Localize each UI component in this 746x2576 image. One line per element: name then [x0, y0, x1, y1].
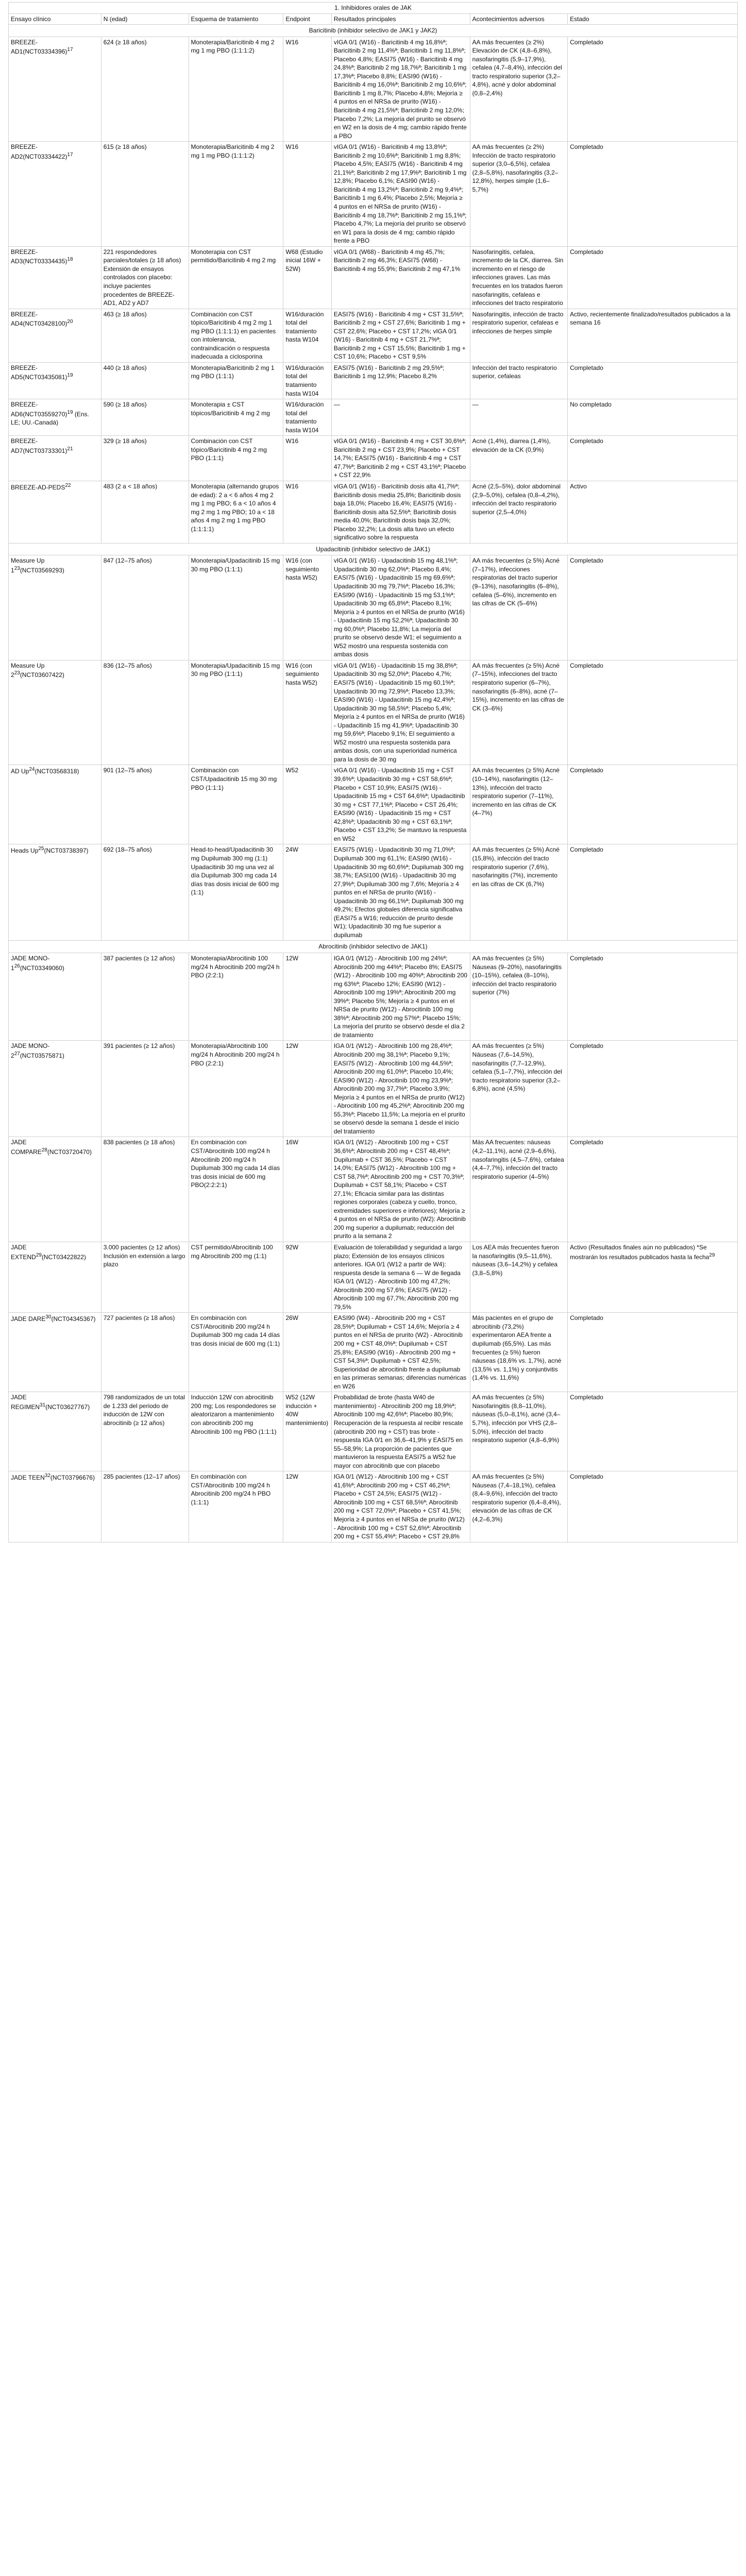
table-row: [9, 362, 738, 399]
clinical-trials-table: [8, 2, 738, 1543]
cell-endpoint: W16: [283, 481, 331, 543]
section-row: [9, 941, 738, 953]
cell-endpoint: W16/duración total del tratamiento hasta W104: [283, 362, 331, 399]
cell-trial: BREEZE-$AD7(NCT03733301)^{21}$: [9, 436, 101, 481]
cell-n: 847 (12–75 años): [101, 555, 189, 660]
cell-trial: BREEZE-$AD1(NCT03334396)^{17}$: [9, 37, 101, 142]
cell-results: vIGA 0/1 (W16) - Baricitinib 4 mg 16,8%ª; Baricitinib 2 mg 11,4%ª; Baricitinib 1 mg 11,8%ª; Placebo 4,8%; EASI75 (W16) - Baricitinib 4 mg 24,8%ª; Baricitinib 2 mg 18,7%ª; Baricitinib 1 mg 17,3%ª; Placebo 8,8%; EASI90 (W16) - Baricitinib 4 mg 16,0%ª; Baricitinib 2 mg 10,6%ª; Baricitinib 1 mg 8,7%; Placebo 4,8%; Mejoría ≥ 4 puntos en el NRSa de prurito (W16) - Baricitinib 4 mg 21,5%ª; Baricitinib 2 mg 12,0%; Placebo 7,2%; La mejoría del prurito se observó en W2 en la dosis de 4 mg; cambio rápido frente a PBO: [331, 37, 470, 142]
section-title: Abrocitinib (inhibidor selectivo de JAK1): [9, 941, 738, 953]
cell-n: 798 randomizados de un total de 1.233 del periodo de inducción de 12W con abrocitinib (≥ 12 años): [101, 1392, 189, 1471]
cell-results: IGA 0/1 (W12) - Abrocitinib 100 mg 28,4%ª; Abrocitinib 200 mg 38,1%ª; Placebo 9,1%; EASI75 (W12) - Abrocitinib 100 mg 44,5%ª; Abrocitinib 200 mg 61,0%ª; Placebo 10,4%; EASI90 (W12) - Abrocitinib 100 mg 23,9%ª; Abrocitinib 200 mg 37,7%ª; Placebo 3,9%; Mejoría ≥ 4 puntos en el NRSa de prurito (W12) - Abrocitinib 100 mg 45,2%ª; Abrocitinib 200 mg 55,3%ª; Placebo 11,5%; La mejoría en el prurito se observó desde la semana 1 desde el inicio del tratamiento: [331, 1041, 470, 1137]
section-row: [9, 25, 738, 37]
cell-results: IGA 0/1 (W12) - Abrocitinib 100 mg 24%ª; Abrocitinib 200 mg 44%ª; Placebo 8%; EASI75 (W12) - Abrocitinib 100 mg 40%ª; Abrocitinib 200 mg 63%ª; Placebo 12%; EASI90 (W12) - Abrocitinib 100 mg 19%ª; Abrocitinib 200 mg 39%ª; Placebo 5%; Mejoría ≥ 4 puntos en el NRSa de prurito (W12) - Abrocitinib 100 mg 38%ª; Abrocitinib 200 mg 57%ª; Placebo 15%; La mejoría del prurito se observó desde el día 2 de tratamiento: [331, 953, 470, 1040]
cell-adverse: AA más frecuentes (≥ 5%) Acné (10–14%), nasofaringitis (12–13%), infección del tracto respiratorio superior (7–11%), incremento en las cifras de CK (4–7%): [470, 765, 568, 844]
cell-adverse: Los AEA más frecuentes fueron la nasofaringitis (9,5–11,6%), náuseas (3,6–14,2%) y cefalea (3,8–5,8%): [470, 1242, 568, 1313]
cell-n: 901 (12–75 años): [101, 765, 189, 844]
cell-results: Probabilidad de brote (hasta W40 de mantenimiento) - Abrocitinib 200 mg 18,9%ª; Abrocitinib 100 mg 42,6%ª; Placebo 80,9%; Recuperación de la respuesta al recibir rescate (abrocitinib 200 mg + CST) tras brote - respuesta IGA 0/1 en 36,6–41,9% y EASI75 en 55–58,9%; La proporción de pacientes que mantuvieron la respuesta EASI75 a W52 fue mayor con abrocitinib que con placebo: [331, 1392, 470, 1471]
cell-status: Activo, recientemente finalizado/resultados publicados a la semana 16: [568, 309, 738, 362]
table-row: [9, 37, 738, 142]
cell-scheme: En combinación con CST/Abrocitinib 100 mg/24 h Abrocitinib 200 mg/24 h Dupilumab 300 mg cada 14 días tras dosis inicial de 600 mg PBO(2:2:2:1): [189, 1137, 283, 1242]
cell-n: 387 pacientes (≥ 12 años): [101, 953, 189, 1040]
cell-trial: BREEZE-AD-PEDS$^{22}$: [9, 481, 101, 543]
cell-trial: BREEZE-$AD3(NCT03334435)^{18}$: [9, 246, 101, 309]
cell-adverse: Acné (1,4%), diarrea (1,4%), elevación de la CK (0,9%): [470, 436, 568, 481]
cell-adverse: —: [470, 399, 568, 436]
table-row: [9, 1137, 738, 1242]
table-row: [9, 481, 738, 543]
cell-trial: AD Up$^{24}$(NCT03568318): [9, 765, 101, 844]
cell-scheme: Monoterapia con CST permitido/Baricitinib 4 mg 2 mg: [189, 246, 283, 309]
cell-adverse: Nasofaringitis, infección de tracto respiratorio superior, cefaleas e infecciones de herpes simple: [470, 309, 568, 362]
table-row: [9, 1392, 738, 1471]
cell-scheme: Combinación con CST/Upadacitinib 15 mg 30 mg PBO (1:1:1): [189, 765, 283, 844]
cell-status: Completado: [568, 37, 738, 142]
cell-adverse: AA más frecuentes (≥ 5%) Náuseas (9–20%), nasofaringitis (10–15%), cefalea (8–10%), infección del tracto respiratorio superior (7%): [470, 953, 568, 1040]
header-trial: Ensayo clínico: [9, 13, 101, 25]
cell-adverse: AA más frecuentes (≥ 5%) Acné (15,8%), infección del tracto respiratorio superior (7,6%), nasofaringitis (7%), incremento en las cifras de CK (6,7%): [470, 844, 568, 941]
cell-results: vIGA 0/1 (W16) - Baricitinib dosis alta 41,7%ª; Baricitinib dosis media 25,8%; Baricitinib dosis baja 18,0%; Placebo 16,4%; EASI75 (W16) - Baricitinib dosis alta 52,5%ª; Baricitinib dosis media 40,0%; Baricitinib dosis baja 32,0%; Placebo 32,2%; La dosis alta tuvo un efecto significativo sobre la respuesta: [331, 481, 470, 543]
cell-adverse: AA más frecuentes (≥ 5%) Acné (7–15%), infecciones del tracto respiratorio superior (6–7%), nasofaringitis (6–8%), acné (7–15%), incremento en las cifras de CK (3–6%): [470, 660, 568, 765]
cell-trial: JADE COMPARE$^{28}$(NCT03720470): [9, 1137, 101, 1242]
cell-endpoint: W16/duración total del tratamiento hasta W104: [283, 309, 331, 362]
cell-trial: JADE EXTEND$^{29}$(NCT03422822): [9, 1242, 101, 1313]
cell-endpoint: W52: [283, 765, 331, 844]
cell-endpoint: W68 (Estudio inicial 16W + 52W): [283, 246, 331, 309]
cell-n: 463 (≥ 18 años): [101, 309, 189, 362]
cell-trial: BREEZE-$AD4(NCT03428100)^{20}$: [9, 309, 101, 362]
cell-n: 221 respondedores parciales/totales (≥ 18 años) Extensión de ensayos controlados con placebo: incluye pacientes procedentes de BREEZE-AD1, AD2 y AD7: [101, 246, 189, 309]
cell-endpoint: W52 (12W inducción + 40W mantenimiento): [283, 1392, 331, 1471]
cell-endpoint: 12W: [283, 1471, 331, 1542]
cell-results: vIGA 0/1 (W16) - Baricitinib 4 mg 13,8%ª; Baricitinib 2 mg 10,6%ª; Baricitinib 1 mg 8,8%; Placebo 4,5%; EASI75 (W16) - Baricitinib 4 mg 21,1%ª; Baricitinib 2 mg 17,9%ª; Baricitinib 1 mg 12,8%; Placebo 6,1%; EASI90 (W16) - Baricitinib 4 mg 13,2%ª; Baricitinib 2 mg 9,4%ª; Baricitinib 1 mg 6,4%; Placebo 2,5%; Mejoría ≥ 4 puntos en el NRSa de prurito (W16) - Baricitinib 4 mg 18,7%ª; Baricitinib 2 mg 15,1%ª; Placebo 4,7%; La mejoría del prurito se observó en W1 para la dosis de 4 mg; cambio rápido frente a PBO: [331, 142, 470, 247]
header-row: [9, 13, 738, 25]
cell-trial: Measure Up $1^{23}(NCT03569293)$: [9, 555, 101, 660]
cell-scheme: Monoterapia/Baricitinib 4 mg 2 mg 1 mg PBO (1:1:1:2): [189, 37, 283, 142]
cell-status: Completado: [568, 660, 738, 765]
table-row: [9, 309, 738, 362]
table-row: [9, 1471, 738, 1542]
table-row: [9, 399, 738, 436]
cell-results: vIGA 0/1 (W16) - Upadacitinib 15 mg 38,8%ª; Upadacitinib 30 mg 52,0%ª; Placebo 4,7%; EASI75 (W16) - Upadacitinib 15 mg 60,1%ª; Upadacitinib 30 mg 72,9%ª; Placebo 13,3%; EASI90 (W16) - Upadacitinib 15 mg 42,4%ª; Upadacitinib 30 mg 58,5%ª; Placebo 5,4%; Mejoría ≥ 4 puntos en el NRSa de prurito (W16) - Upadacitinib 15 mg 41,9%ª; Upadacitinib 30 mg 59,6%ª; Placebo 9,1%; El seguimiento a W52 mostró una respuesta sostenida para ambas dosis, con una superioridad numérica para la dosis de 30 mg: [331, 660, 470, 765]
cell-results: IGA 0/1 (W12) - Abrocitinib 100 mg + CST 36,6%ª; Abrocitinib 200 mg + CST 48,4%ª; Dupilumab + CST 36,5%; Placebo + CST 14,0%; EASI75 (W12) - Abrocitinib 100 mg + CST 58,7%ª; Abrocitinib 200 mg + CST 70,3%ª; Dupilumab + CST 58,1%; Placebo + CST 27,1%; Eficacia similar para las distintas regiones corporales (cabeza y cuello, tronco, extremidades superiores e inferiores); Mejoría ≥ 4 puntos en el NRSa de prurito (W2): Abrocitinib 200 mg superior a dupilumab; reducción del prurito a la semana 2: [331, 1137, 470, 1242]
header-adverse: Acontecimientos adversos: [470, 13, 568, 25]
cell-n: 590 (≥ 18 años): [101, 399, 189, 436]
cell-scheme: Monoterapia/Upadacitinib 15 mg 30 mg PBO (1:1:1): [189, 660, 283, 765]
header-status: Estado: [568, 13, 738, 25]
cell-scheme: Monoterapia/Abrocitinib 100 mg/24 h Abrocitinib 200 mg/24 h PBO (2:2:1): [189, 1041, 283, 1137]
cell-scheme: Inducción 12W con abrocitinib 200 mg; Los respondedores se aleatorizaron a mantenimiento con abrocitinib 200 mg Abrocitinib 100 mg PBO (1:1:1): [189, 1392, 283, 1471]
cell-status: Completado: [568, 844, 738, 941]
cell-results: EASI90 (W4) - Abrocitinib 200 mg + CST 28,5%ª; Dupilumab + CST 14,6%; Mejoría ≥ 4 puntos en el NRSa de prurito (W2) - Abrocitinib 200 mg + CST 48,0%ª; Dupilumab + CST 25,8%; EASI90 (W16) - Abrocitinib 200 mg + CST 54,3%ª; Dupilumab + CST 42,5%; Superioridad de abrocitinib frente a dupilumab en las primeras semanas; diferencias numéricas en W26: [331, 1313, 470, 1392]
header-scheme: Esquema de tratamiento: [189, 13, 283, 25]
cell-status: Completado: [568, 362, 738, 399]
cell-endpoint: W16 (con seguimiento hasta W52): [283, 555, 331, 660]
cell-results: EASI75 (W16) - Baricitinib 4 mg + CST 31,5%ª; Baricitinib 2 mg + CST 27,6%; Baricitinib 1 mg + CST 22,6%; Placebo + CST 17,2%; vIGA 0/1 (W16) - Baricitinib 4 mg + CST 21,7%ª; Baricitinib 2 mg + CST 15,5%; Baricitinib 1 mg + CST 10,6%; Placebo + CST 9,5%: [331, 309, 470, 362]
cell-adverse: AA más frecuentes (≥ 5%) Náuseas (7,6–14,5%), nasofaringitis (7,7–12,9%), cefalea (5,1–7,7%), infección del tracto respiratorio superior (3,2–6,8%), acné (4,5%): [470, 1041, 568, 1137]
cell-status: Activo: [568, 481, 738, 543]
cell-results: —: [331, 399, 470, 436]
cell-endpoint: W16/duración total del tratamiento hasta W104: [283, 399, 331, 436]
cell-n: 440 (≥ 18 años): [101, 362, 189, 399]
cell-status: Completado: [568, 953, 738, 1040]
cell-status: Completado: [568, 1137, 738, 1242]
table-row: [9, 142, 738, 247]
cell-n: 624 (≥ 18 años): [101, 37, 189, 142]
cell-scheme: Monoterapia/Baricitinib 2 mg 1 mg PBO (1:1:1): [189, 362, 283, 399]
cell-n: 838 pacientes (≥ 18 años): [101, 1137, 189, 1242]
cell-adverse: Infección del tracto respiratorio superior, cefaleas: [470, 362, 568, 399]
section-title: Upadacitinib (inhibidor selectivo de JAK1): [9, 543, 738, 555]
cell-scheme: Monoterapia (alternando grupos de edad): 2 a < 6 años 4 mg 2 mg 1 mg PBO; 6 a < 10 años 4 mg 2 mg 1 mg PBO; 10 a < 18 años 4 mg 2 mg 1 mg PBO (1:1:1:1): [189, 481, 283, 543]
table-row: [9, 555, 738, 660]
cell-n: 285 pacientes (12–17 años): [101, 1471, 189, 1542]
cell-trial: JADE MONO-$2^{27}(NCT03575871)$: [9, 1041, 101, 1137]
cell-results: vIGA 0/1 (W16) - Baricitinib 4 mg + CST 30,6%ª; Baricitinib 2 mg + CST 23,9%; Placebo + CST 14,7%; EASI75 (W16) - Baricitinib 4 mg + CST 47,7%ª; Baricitinib 2 mg + CST 43,1%ª; Placebo + CST 22,9%: [331, 436, 470, 481]
cell-status: Completado: [568, 142, 738, 247]
cell-scheme: Monoterapia ± CST tópicos/Baricitinib 4 mg 2 mg: [189, 399, 283, 436]
cell-status: Completado: [568, 1313, 738, 1392]
cell-adverse: Acné (2,5–5%), dolor abdominal (2,9–5,0%), cefalea (0,8–4,2%), infección del tracto respiratorio superior (2,5–4,0%): [470, 481, 568, 543]
cell-n: 391 pacientes (≥ 12 años): [101, 1041, 189, 1137]
cell-endpoint: W16: [283, 37, 331, 142]
cell-n: 692 (18–75 años): [101, 844, 189, 941]
cell-endpoint: 12W: [283, 1041, 331, 1137]
cell-trial: JADE DARE$^{30}$(NCT04345367): [9, 1313, 101, 1392]
header-results: Resultados principales: [331, 13, 470, 25]
cell-n: 3.000 pacientes (≥ 12 años) Inclusión en extensión a largo plazo: [101, 1242, 189, 1313]
cell-results: IGA 0/1 (W12) - Abrocitinib 100 mg + CST 41,6%ª; Abrocitinib 200 mg + CST 46,2%ª; Placebo + CST 24,5%; EASI75 (W12) - Abrocitinib 100 mg + CST 68,5%ª; Abrocitinib 200 mg + CST 72,0%ª; Placebo + CST 41,5%; Mejoría ≥ 4 puntos en el NRSa de prurito (W12) - Abrocitinib 100 mg + CST 52,6%ª; Abrocitinib 200 mg + CST 55,4%ª; Placebo + CST 29,8%: [331, 1471, 470, 1542]
cell-endpoint: W16 (con seguimiento hasta W52): [283, 660, 331, 765]
cell-scheme: Monoterapia/Abrocitinib 100 mg/24 h Abrocitinib 200 mg/24 h PBO (2:2:1): [189, 953, 283, 1040]
cell-adverse: AA más frecuentes (≥ 2%) Infección de tracto respiratorio superior (3,0–6,5%), cefalea (2,8–5,8%), nasofaringitis (3,2–12,8%), herpes simple (1,6–5,7%): [470, 142, 568, 247]
cell-results: vIGA 0/1 (W16) - Upadacitinib 15 mg + CST 39,6%ª; Upadacitinib 30 mg + CST 58,6%ª; Placebo + CST 10,9%; EASI75 (W16) - Upadacitinib 15 mg + CST 64,6%ª; Upadacitinib 30 mg + CST 77,1%ª; Placebo + CST 26,4%; EASI90 (W16) - Upadacitinib 15 mg + CST 42,8%ª; Upadacitinib 30 mg + CST 63,1%ª; Placebo + CST 13,2%; Se mantuvo la respuesta en W52: [331, 765, 470, 844]
cell-endpoint: W16: [283, 436, 331, 481]
cell-endpoint: 24W: [283, 844, 331, 941]
cell-status: Completado: [568, 246, 738, 309]
cell-trial: JADE REGIMEN$^{31}$(NCT03627767): [9, 1392, 101, 1471]
table-row: [9, 1041, 738, 1137]
cell-scheme: Head-to-head/Upadacitinib 30 mg Dupilumab 300 mg (1:1) Upadacitinib 30 mg una vez al día Dupilumab 300 mg cada 14 días tras dosis inicial de 600 mg (1:1): [189, 844, 283, 941]
header-endpoint: Endpoint: [283, 13, 331, 25]
cell-endpoint: 26W: [283, 1313, 331, 1392]
cell-trial: JADE TEEN$^{32}$(NCT03796676): [9, 1471, 101, 1542]
table-row: [9, 660, 738, 765]
cell-trial: BREEZE-$AD5(NCT03435081)^{19}$: [9, 362, 101, 399]
cell-adverse: Más pacientes en el grupo de abrocitinib (73,2%) experimentaron AEA frente a dupilumab (65,5%). Las más frecuentes (≥ 5%) fueron náuseas (18,6% vs. 1,7%), acné (13,5% vs. 1,1%) y conjuntivitis (1,4% vs. 11,6%): [470, 1313, 568, 1392]
cell-n: 836 (12–75 años): [101, 660, 189, 765]
cell-results: vIGA 0/1 (W68) - Baricitinib 4 mg 45,7%; Baricitinib 2 mg 46,3%; EASI75 (W68) - Baricitinib 4 mg 55,9%; Baricitinib 2 mg 47,1%: [331, 246, 470, 309]
cell-status: Activo (Resultados finales aún no publicados) *Se mostrarán los resultados publicados hasta la fecha$^{29}$: [568, 1242, 738, 1313]
cell-endpoint: W16: [283, 142, 331, 247]
cell-endpoint: 92W: [283, 1242, 331, 1313]
table-row: [9, 953, 738, 1040]
cell-status: Completado: [568, 555, 738, 660]
cell-scheme: En combinación con CST/Abrocitinib 200 mg/24 h Dupilumab 300 mg cada 14 días tras dosis inicial de 600 mg (1:1): [189, 1313, 283, 1392]
cell-endpoint: 16W: [283, 1137, 331, 1242]
table-row: [9, 1313, 738, 1392]
cell-trial: BREEZE-$AD2(NCT03334422)^{17}$: [9, 142, 101, 247]
cell-adverse: AA más frecuentes (≥ 2%) Elevación de CK (4,8–6,8%), nasofaringitis (5,9–17,9%), cefalea (4,7–8,4%), infección del tracto respiratorio superior (3,2–4,8%), acné y dolor abdominal (0,8–2,4%): [470, 37, 568, 142]
cell-results: EASI75 (W16) - Upadacitinib 30 mg 71,0%ª; Dupilumab 300 mg 61,1%; EASI90 (W16) - Upadacitinib 30 mg 60,6%ª; Dupilumab 300 mg 38,7%; EASI100 (W16) - Upadacitinib 30 mg 27,9%ª; Dupilumab 300 mg 7,6%; Mejoría ≥ 4 puntos en el NRSa de prurito (W16) - Upadacitinib 30 mg 66,1%ª; Dupilumab 300 mg 49,2%; Efectos globales diferencia significativa (EASI75 a W16; reducción de prurito desde W1); Upadacitinib 30 mg fue superior a dupilumab: [331, 844, 470, 941]
cell-scheme: En combinación con CST/Abrocitinib 100 mg/24 h Abrocitinib 200 mg/24 h PBO (1:1:1): [189, 1471, 283, 1542]
header-n: N (edad): [101, 13, 189, 25]
table-row: [9, 436, 738, 481]
cell-n: 727 pacientes (≥ 18 años): [101, 1313, 189, 1392]
table-row: [9, 246, 738, 309]
cell-n: 329 (≥ 18 años): [101, 436, 189, 481]
table-row: [9, 844, 738, 941]
table-row: [9, 765, 738, 844]
table-caption: 1. Inhibidores orales de JAK: [9, 3, 738, 14]
cell-trial: Heads Up$^{25}$(NCT03738397): [9, 844, 101, 941]
section-row: [9, 543, 738, 555]
cell-n: 483 (2 a < 18 años): [101, 481, 189, 543]
cell-adverse: Más AA frecuentes: náuseas (4,2–11,1%), acné (2,9–6,6%), nasofaringitis (4,5–7,6%), cefalea (4,4–7,7%), infección del tracto respiratorio superior (4–5%): [470, 1137, 568, 1242]
cell-trial: BREEZE-$AD6(NCT03559270)^{19}$ (Ens. LE; UU.-Canadá): [9, 399, 101, 436]
cell-results: EASI75 (W16) - Baricitinib 2 mg 29,5%ª; Baricitinib 1 mg 12,9%; Placebo 8,2%: [331, 362, 470, 399]
cell-adverse: Nasofaringitis, cefalea, incremento de la CK, diarrea. Sin incremento en el riesgo de infecciones graves. Las más frecuentes en los tratados fueron nasofaringitis, cefaleas e infecciones del tracto respiratorio: [470, 246, 568, 309]
section-title: Baricitinib (inhibidor selectivo de JAK1 y JAK2): [9, 25, 738, 37]
cell-n: 615 (≥ 18 años): [101, 142, 189, 247]
cell-endpoint: 12W: [283, 953, 331, 1040]
cell-status: Completado: [568, 1392, 738, 1471]
cell-scheme: CST permitido/Abrocitinib 100 mg Abrocitinib 200 mg (1:1): [189, 1242, 283, 1313]
cell-scheme: Combinación con CST tópico/Baricitinib 4 mg 2 mg PBO (1:1:1): [189, 436, 283, 481]
table-row: [9, 1242, 738, 1313]
cell-status: Completado: [568, 1471, 738, 1542]
cell-results: vIGA 0/1 (W16) - Upadacitinib 15 mg 48,1%ª; Upadacitinib 30 mg 62,0%ª; Placebo 8,4%; EASI75 (W16) - Upadacitinib 15 mg 69,6%ª; Upadacitinib 30 mg 79,7%ª; Placebo 16,3%; EASI90 (W16) - Upadacitinib 15 mg 53,1%ª; Upadacitinib 30 mg 65,8%ª; Placebo 8,1%; Mejoría ≥ 4 puntos en el NRSa de prurito (W16) - Upadacitinib 15 mg 52,2%ª; Upadacitinib 30 mg 60,0%ª; Placebo 11,8%; La mejoría del prurito se observó desde W1; el seguimiento a W52 mostró una respuesta sostenida con ambas dosis: [331, 555, 470, 660]
cell-results: Evaluación de tolerabilidad y seguridad a largo plazo; Extensión de los ensayos clínicos anteriores. IGA 0/1 (W12 a partir de W4): respuesta desde la semana 6 — W de llegada IGA 0/1 (W12) - Abrocitinib 100 mg 47,2%; Abrocitinib 200 mg 57,6%; EASI75 (W12) - Abrocitinib 100 mg 67,7%; Abrocitinib 200 mg 79,5%: [331, 1242, 470, 1313]
cell-status: No completado: [568, 399, 738, 436]
cell-scheme: Monoterapia/Upadacitinib 15 mg 30 mg PBO (1:1:1): [189, 555, 283, 660]
cell-status: Completado: [568, 1041, 738, 1137]
cell-trial: JADE MONO-$1^{26}(NCT03349060)$: [9, 953, 101, 1040]
cell-adverse: AA más frecuentes (≥ 5%) Nasofaringitis (8,8–11,0%), náuseas (5,0–8,1%), acné (3,4–5,7%), infección por VHS (2,8–5,0%), infección del tracto respiratorio superior (4,8–6,9%): [470, 1392, 568, 1471]
cell-status: Completado: [568, 765, 738, 844]
cell-adverse: AA más frecuentes (≥ 5%) Náuseas (7,4–18,1%), cefalea (8,4–9,6%), infección del tracto respiratorio superior (6,4–8,4%), elevación de las cifras de CK (4,2–6,3%): [470, 1471, 568, 1542]
cell-adverse: AA más frecuentes (≥ 5%) Acné (7–17%), infecciones respiratorias del tracto superior (9–13%), nasofaringitis (6–8%), cefalea (5–6%), incremento en las cifras de CK (5–6%): [470, 555, 568, 660]
cell-trial: Measure Up $2^{23}(NCT03607422)$: [9, 660, 101, 765]
cell-scheme: Combinación con CST tópico/Baricitinib 4 mg 2 mg 1 mg PBO (1:1:1:1) en pacientes con intolerancia, contraindicación o respuesta inadecuada a ciclosporina: [189, 309, 283, 362]
cell-status: Completado: [568, 436, 738, 481]
cell-scheme: Monoterapia/Baricitinib 4 mg 2 mg 1 mg PBO (1:1:1:2): [189, 142, 283, 247]
